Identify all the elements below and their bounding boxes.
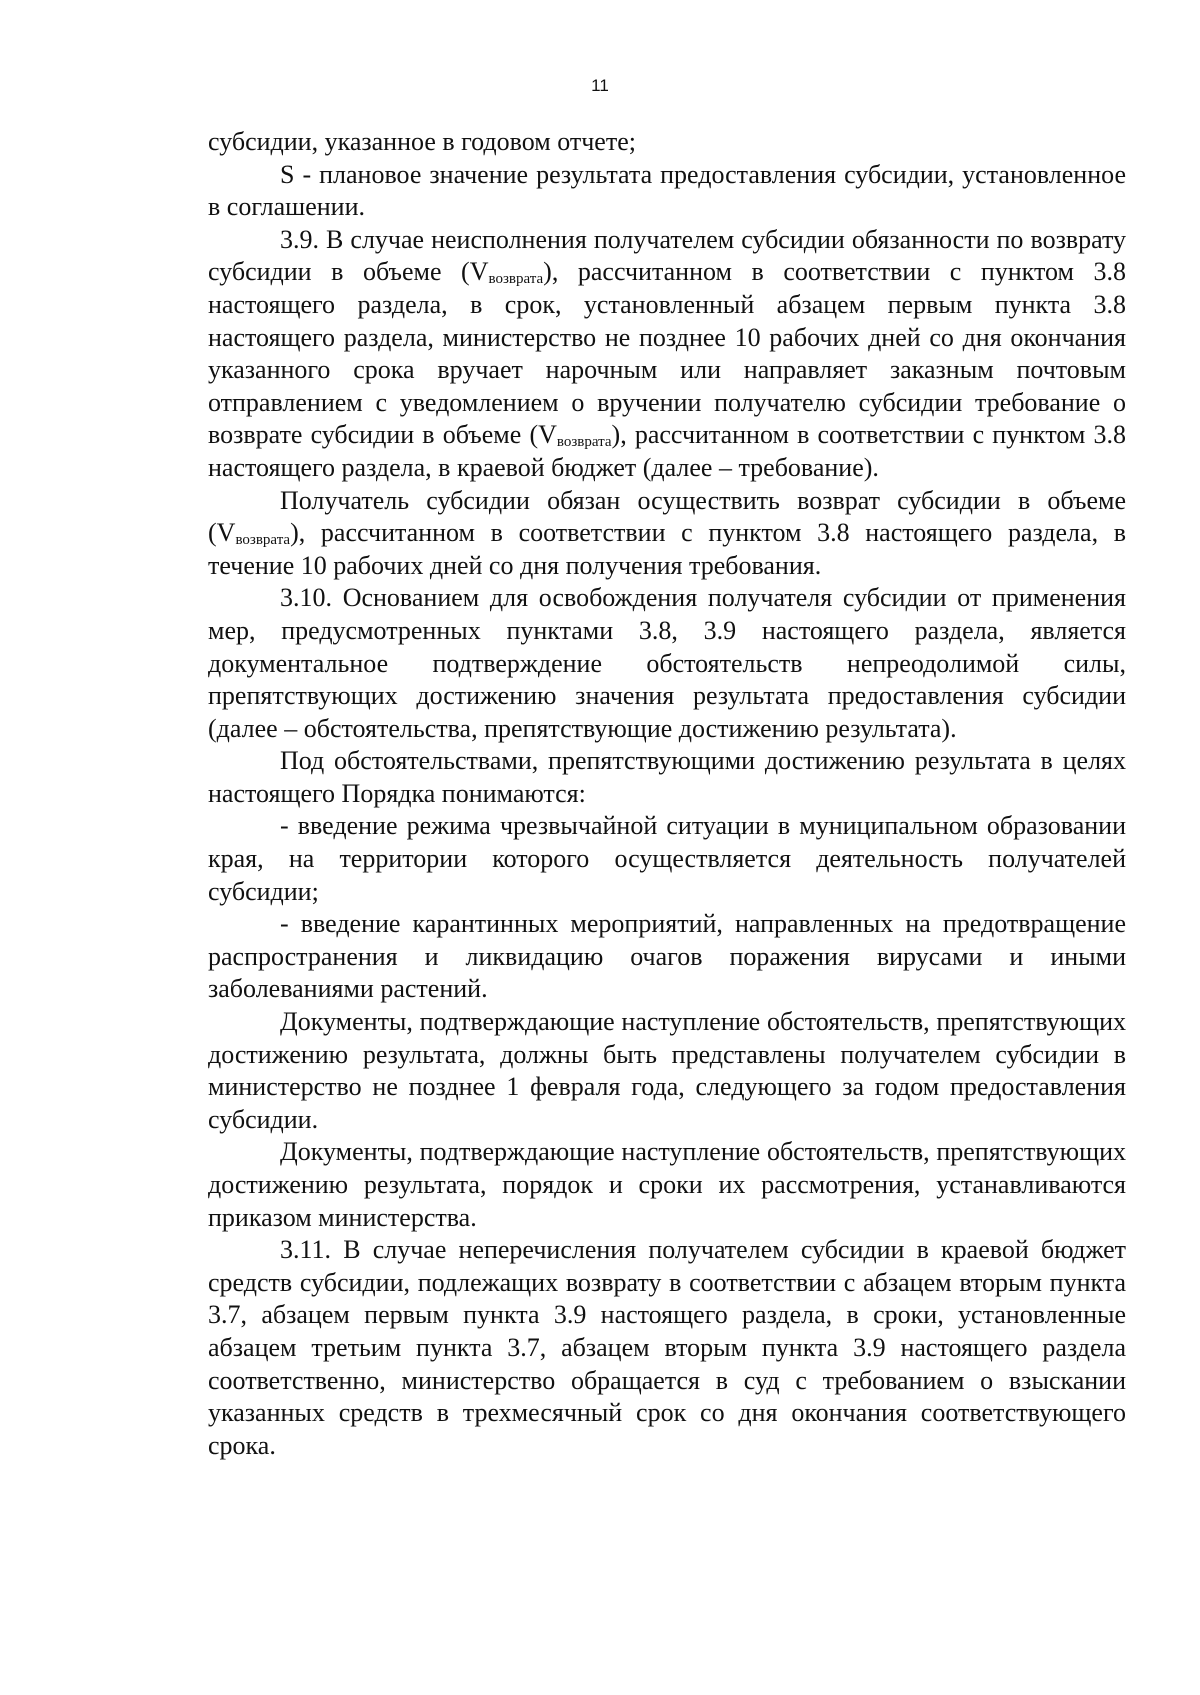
recipient-obligation-text-part: ), рассчитанном в соответствии с пунктом 3.8 настоящего раздела, в течение 10 рабочих дней со дня получения требования. — [208, 518, 1126, 580]
paragraph-subsidy-reported-value: субсидии, указанное в годовом отчете; — [208, 127, 636, 156]
v-return-subscript: возврата — [556, 434, 612, 451]
paragraph-clause-3-9 — [208, 224, 1126, 485]
paragraph-recipient-obligation — [208, 485, 1126, 583]
paragraph-circumstances-intro: Под обстоятельствами, препятствующими достижению результата в целях настоящего Порядка понимаются: — [208, 746, 1126, 808]
list-item-emergency-regime: - введение режима чрезвычайной ситуации в муниципальном образовании края, на территории которого осуществляется деятельность получателей субсидии; — [208, 811, 1126, 906]
clause-3-9-text-part: 3.9. В случае неисполнения получателем субсидии обязанности по возврату субсидии в объеме (V — [208, 224, 1126, 287]
v-return-subscript: возврата — [235, 532, 291, 549]
paragraph-clause-3-10: 3.10. Основанием для освобождения получателя субсидии от применения мер, предусмотренных пунктами 3.8, 3.9 настоящего раздела, является документальное подтверждение обстоятельств непреодолимой силы, препятствующих достижению значения результата предоставления субсидии (далее – обстоятельства, препятствующие достижению результата). — [208, 583, 1126, 743]
paragraph-clause-3-11: 3.11. В случае неперечисления получателем субсидии в краевой бюджет средств субсидии, подлежащих возврату в соответствии с абзацем вторым пункта 3.7, абзацем первым пункта 3.9 настоящего раздела, в сроки, установленные абзацем третьим пункта 3.7, абзацем вторым пункта 3.9 настоящего раздела соответственно, министерство обращается в суд с требованием о взыскании указанных средств в трехмесячный срок со дня окончания соответствующего срока. — [208, 1235, 1126, 1460]
v-return-subscript: возврата — [488, 271, 544, 288]
paragraph-documents-procedure: Документы, подтверждающие наступление обстоятельств, препятствующих достижению результата, порядок и сроки их рассмотрения, устанавливаются приказом министерства. — [208, 1137, 1126, 1232]
clause-3-9-text-part: ), рассчитанном в соответствии с пунктом 3.8 настоящего раздела, в срок, установленный абзацем первым пункта 3.8 настоящего раздела, министерство не позднее 10 рабочих дней со дня окончания указанного срока вручает нарочным или направляет заказным почтовым отправлением с уведомлением о вручении получателю субсидии требование о возврате субсидии в объеме (V — [208, 257, 1126, 450]
clause-3-9-text-part: ), рассчитанном в соответствии с пунктом 3.8 настоящего раздела, в краевой бюджет (далее – требование). — [208, 420, 1126, 482]
paragraph-documents-deadline: Документы, подтверждающие наступление обстоятельств, препятствующих достижению результата, должны быть представлены получателем субсидии в министерство не позднее 1 февраля года, следующего за годом предоставления субсидии. — [208, 1007, 1126, 1134]
list-item-quarantine-measures: - введение карантинных мероприятий, направленных на предотвращение распространения и ликвидацию очагов поражения вирусами и иными заболеваниями растений. — [208, 909, 1126, 1004]
document-body — [208, 126, 1126, 1462]
paragraph-planned-value-definition: S - плановое значение результата предоставления субсидии, установленное в соглашении. — [208, 159, 1126, 222]
page-number: 11 — [591, 76, 609, 95]
recipient-obligation-text-part: Получатель субсидии обязан осуществить возврат субсидии в объеме (V — [208, 485, 1126, 548]
